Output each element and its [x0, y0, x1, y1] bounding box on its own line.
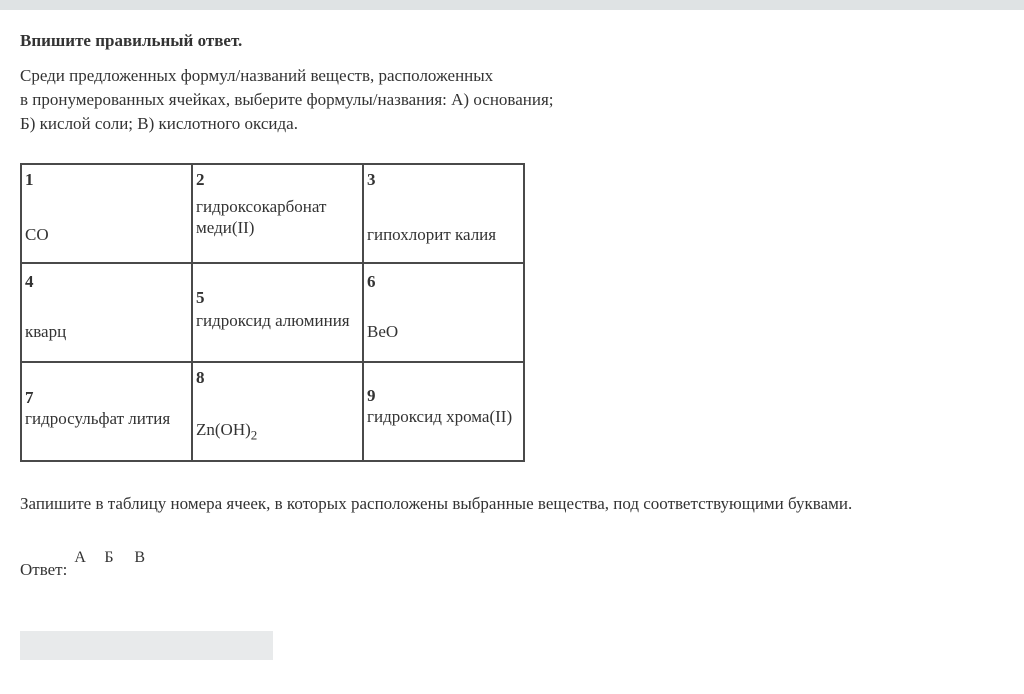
cell-number: 1 [25, 170, 34, 189]
answer-column-headers [74, 549, 164, 567]
table-row [21, 263, 524, 362]
table-cell [21, 263, 192, 362]
table-cell [21, 164, 192, 263]
table-cell [363, 164, 524, 263]
cell-number: 9 [367, 386, 376, 405]
question-instructions [20, 64, 1024, 136]
cell-substance: гидроксид алюминия [196, 311, 350, 330]
formula-subscript: 2 [250, 427, 258, 443]
table-cell [192, 362, 363, 461]
answer-label: Ответ: [20, 560, 68, 579]
answer-column-a: А [74, 549, 86, 566]
cell-number: 8 [196, 368, 205, 387]
instruction-line: Среди предложенных формул/названий веществ, расположенных [20, 66, 494, 85]
table-cell [363, 362, 524, 461]
table-cell [21, 362, 192, 461]
cell-number: 6 [367, 272, 376, 291]
cell-number: 7 [25, 388, 34, 407]
instruction-line: в пронумерованных ячейках, выберите формулы/названия: А) основания; [20, 90, 554, 109]
answer-column-v: В [134, 549, 146, 566]
table-row [21, 362, 524, 461]
cell-substance: CO [25, 225, 49, 244]
table-row [21, 164, 524, 263]
cell-number: 3 [367, 170, 376, 189]
note-text: Запишите в таблицу номера ячеек, в которых расположены выбранные вещества, под соответствующими буквами. [20, 494, 853, 513]
cell-number: 4 [25, 272, 34, 291]
cell-substance: гидроксид хрома(II) [367, 407, 513, 426]
cell-substance: гипохлорит калия [367, 225, 497, 244]
answer-input[interactable] [20, 631, 273, 660]
cell-substance: гидроксокарбонат меди(II) [196, 197, 327, 237]
cell-substance: $Zn(OH)_2$ [196, 420, 258, 443]
cell-number: 5 [196, 288, 205, 307]
question-page [0, 30, 1024, 660]
answer-row [20, 549, 1024, 589]
table-cell [192, 263, 363, 362]
table-cell [192, 164, 363, 263]
cell-substance: BeO [367, 322, 399, 341]
cell-substance: гидросульфат лития [25, 409, 171, 428]
answer-column-b: Б [104, 549, 114, 566]
top-bar [0, 0, 1024, 10]
instruction-line: Б) кислой соли; В) кислотного оксида. [20, 114, 298, 133]
cell-substance: кварц [25, 322, 67, 341]
substances-table [20, 163, 525, 462]
page-title: Впишите правильный ответ. [20, 31, 243, 50]
cell-number: 2 [196, 170, 205, 189]
table-cell [363, 263, 524, 362]
